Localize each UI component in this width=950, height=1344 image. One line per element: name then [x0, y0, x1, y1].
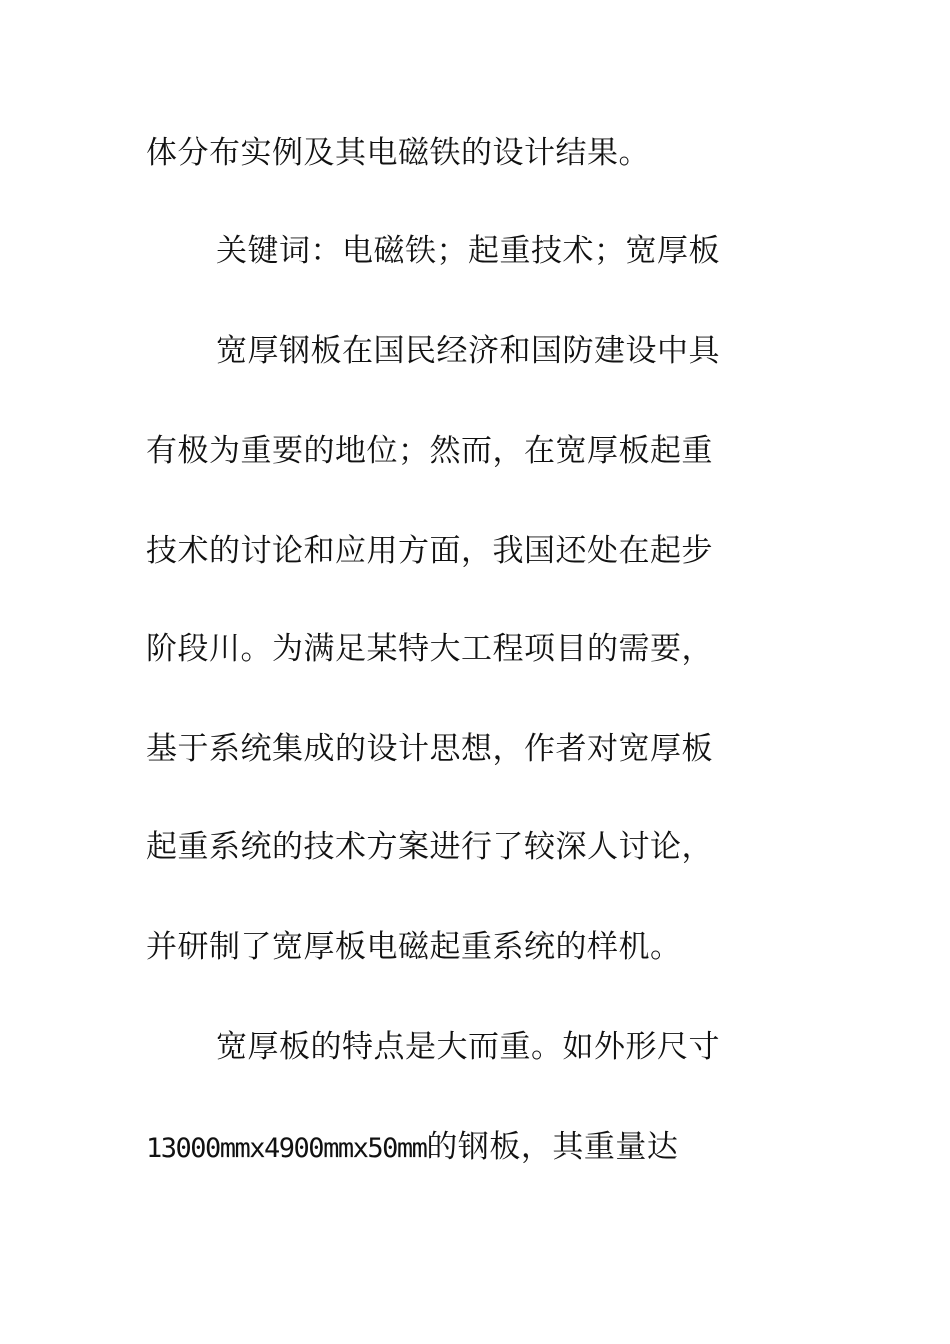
text-line: [146, 1122, 786, 1172]
text-line: 技术的讨论和应用方面，我国还处在起步: [146, 533, 713, 569]
text-line: 起重系统的技术方案进行了较深人讨论，: [146, 829, 713, 865]
dimension-text: 13000mmx4900mmx50mm: [146, 1133, 427, 1164]
text-line: 基于系统集成的设计思想，作者对宽厚板: [146, 731, 713, 767]
text-span: 的钢板，其重量达: [426, 1129, 679, 1165]
text-line: 阶段川。为满足某特大工程项目的需要，: [146, 631, 713, 667]
paragraph-first-line: 宽厚板的特点是大而重。如外形尺寸: [216, 1029, 720, 1065]
text-line: 体分布实例及其电磁铁的设计结果。: [146, 135, 650, 171]
text-line: 并研制了宽厚板电磁起重系统的样机。: [146, 929, 682, 965]
keywords-line: 关键词：电磁铁；起重技术；宽厚板: [216, 233, 720, 269]
paragraph-first-line: 宽厚钢板在国民经济和国防建设中具: [216, 333, 720, 369]
text-line: 有极为重要的地位；然而，在宽厚板起重: [146, 433, 713, 469]
